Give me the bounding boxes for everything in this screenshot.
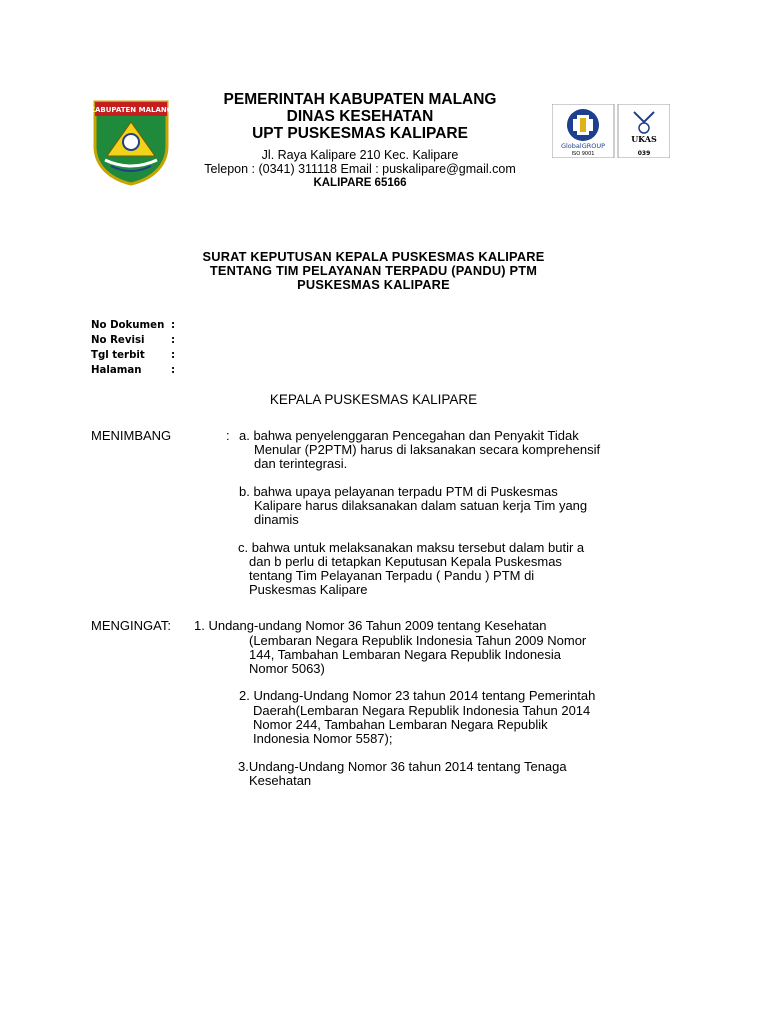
menimbang-c-line-1: c. bahwa untuk melaksanakan maksu tersebut dalam butir a [238,540,585,555]
meta-no-revisi [91,335,175,346]
cert-iso-text: ISO 9001 [571,151,595,157]
mengingat-3-line-1: 3.Undang-Undang Nomor 36 tahun 2014 tentang Tenaga [238,759,567,774]
menimbang-b-line-2: Kalipare harus dilaksanakan dalam satuan kerja Tim yang [254,498,588,513]
menimbang-separator: : [226,428,230,443]
mengingat-2-line-3: Nomor 244, Tambahan Lembaran Negara Republik [253,717,548,732]
title-line-3: PUSKESMAS KALIPARE [297,277,450,292]
menimbang-c-line-4: Puskesmas Kalipare [249,582,368,597]
menimbang-label: MENIMBANG [91,428,172,443]
meta-label: No Dokumen [91,320,165,331]
meta-label: No Revisi [91,335,145,346]
meta-separator: : [171,365,176,376]
mengingat-2-line-4: Indonesia Nomor 5587); [253,731,393,746]
meta-tgl-terbit [91,350,175,361]
letterhead-postal: KALIPARE 65166 [313,177,407,189]
mengingat-1-line-2: (Lembaran Negara Republik Indonesia Tahun 2009 Nomor [249,633,587,648]
cert-number-text: 039 [637,150,651,157]
letterhead-line-1: PEMERINTAH KABUPATEN MALANG [223,91,497,108]
certification-logo [552,104,670,158]
meta-separator: : [171,335,176,346]
menimbang-b-line-3: dinamis [254,512,299,527]
letterhead-address: Jl. Raya Kalipare 210 Kec. Kalipare [261,148,459,162]
meta-label: Halaman [91,365,142,376]
mengingat-1-line-4: Nomor 5063) [249,661,325,676]
title-line-2: TENTANG TIM PELAYANAN TERPADU (PANDU) PTM [209,263,538,278]
menimbang-b-line-1: b. bahwa upaya pelayanan terpadu PTM di Puskesmas [239,484,558,499]
menimbang-a-line-1: a. bahwa penyelenggaran Pencegahan dan Penyakit Tidak [239,428,579,443]
logo-text: KABUPATEN MALANG [91,106,171,114]
mengingat-1-line-1: 1. Undang-undang Nomor 36 Tahun 2009 tentang Kesehatan [194,618,547,633]
menimbang-a-line-2: Menular (P2PTM) harus di laksanakan secara komprehensif [254,442,601,457]
letterhead-line-3: UPT PUSKESMAS KALIPARE [252,125,468,142]
mengingat-label: MENGINGAT: [91,618,171,633]
meta-no-dokumen [91,320,175,331]
cert-global-text: GlobalGROUP [560,142,606,150]
menimbang-a-line-3: dan terintegrasi. [254,456,348,471]
letterhead-line-2: DINAS KESEHATAN [286,108,434,125]
meta-separator: : [171,320,176,331]
meta-label: Tgl terbit [91,350,145,361]
cert-ukas-text: UKAS [631,134,657,144]
menimbang-c-line-2: dan b perlu di tetapkan Keputusan Kepala Puskesmas [249,554,562,569]
meta-halaman [91,365,175,376]
menimbang-c-line-3: tentang Tim Pelayanan Terpadu ( Pandu ) PTM di [249,568,535,583]
mengingat-3-line-2: Kesehatan [249,773,312,788]
mengingat-2-line-1: 2. Undang-Undang Nomor 23 tahun 2014 tentang Pemerintah [239,688,596,703]
section-heading: KEPALA PUSKESMAS KALIPARE [269,392,478,407]
mengingat-2-line-2: Daerah(Lembaran Negara Republik Indonesia Tahun 2014 [253,703,591,718]
title-line-1: SURAT KEPUTUSAN KEPALA PUSKESMAS KALIPARE [202,249,545,264]
letterhead-contact: Telepon : (0341) 311118 Email : puskalipare@gmail.com [204,162,516,176]
mengingat-1-line-3: 144, Tambahan Lembaran Negara Republik Indonesia [249,647,561,662]
meta-separator: : [171,350,176,361]
